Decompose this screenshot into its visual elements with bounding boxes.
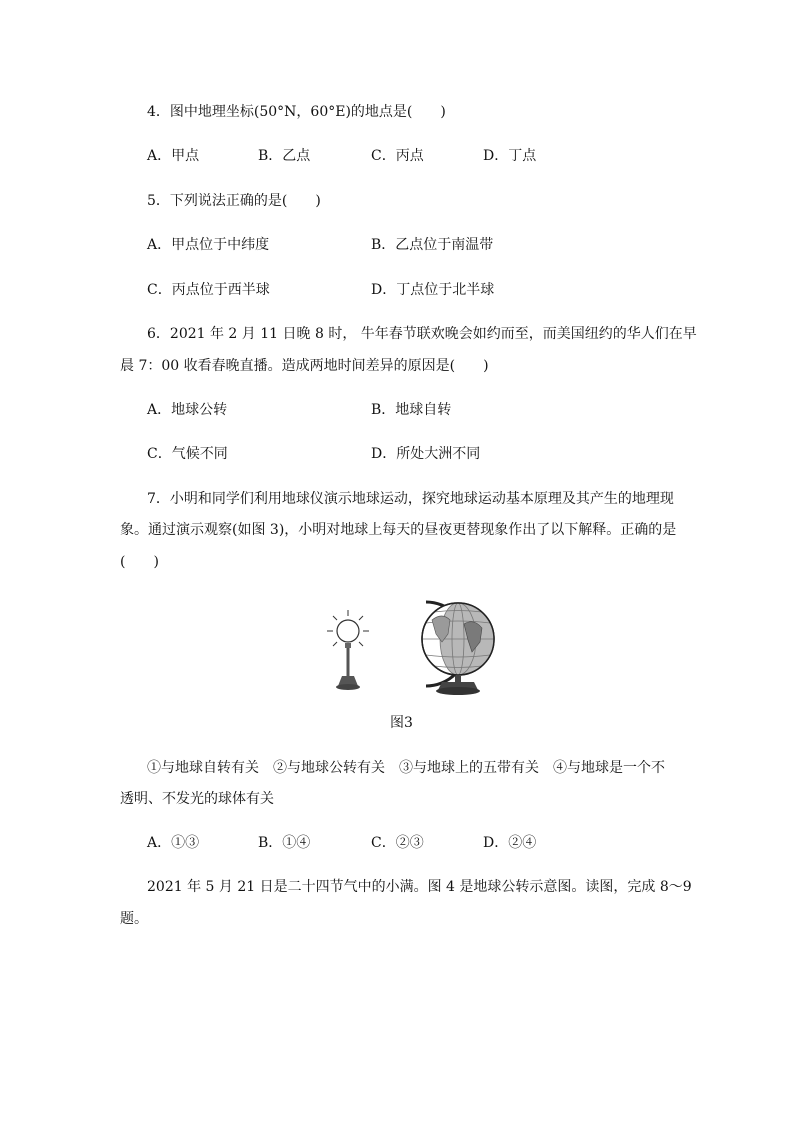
question-6-stem-line-1: 6．2021 年 2 月 11 日晚 8 时， 牛年春节联欢晚会如约而至，而美国纽约的华人们在早 bbox=[147, 326, 697, 342]
question-4-option-d: D．丁点 bbox=[483, 148, 537, 164]
question-7-option-c: C．②③ bbox=[371, 835, 424, 851]
question-7-option-a: A．①③ bbox=[147, 835, 200, 851]
question-6-stem-line-2: 晨 7：00 收看春晚直播。造成两地时间差异的原因是( ) bbox=[120, 358, 489, 374]
question-5-option-c: C．丙点位于西半球 bbox=[147, 282, 270, 298]
intro-line-1: 2021 年 5 月 21 日是二十四节气中的小满。图 4 是地球公转示意图。读图，完成 8～9 bbox=[147, 879, 692, 895]
question-6-option-a: A．地球公转 bbox=[147, 402, 228, 418]
question-5-option-d: D．丁点位于北半球 bbox=[371, 282, 495, 298]
question-4-option-c: C．丙点 bbox=[371, 148, 424, 164]
question-7-stem-line-2: 象。通过演示观察(如图 3)，小明对地球上每天的昼夜更替现象作出了以下解释。正确的是 bbox=[120, 522, 677, 538]
question-7-stem-line-1: 7．小明和同学们利用地球仪演示地球运动，探究地球运动基本原理及其产生的地理现 bbox=[147, 491, 674, 507]
globe-icon bbox=[422, 602, 494, 695]
question-7-option-d: D．②④ bbox=[483, 835, 537, 851]
question-7-option-b: B．①④ bbox=[258, 835, 311, 851]
figure-3-caption: 图3 bbox=[390, 715, 413, 731]
intro-line-2: 题。 bbox=[120, 911, 148, 927]
figure-3-lamp-and-globe bbox=[322, 590, 502, 698]
question-6-option-d: D．所处大洲不同 bbox=[371, 446, 481, 462]
question-4-option-a: A．甲点 bbox=[147, 148, 200, 164]
question-7-statements-line-1: ①与地球自转有关 ②与地球公转有关 ③与地球上的五带有关 ④与地球是一个不 bbox=[147, 760, 665, 776]
question-5-option-a: A．甲点位于中纬度 bbox=[147, 237, 270, 253]
question-4-option-b: B．乙点 bbox=[258, 148, 311, 164]
question-7-statements-line-2: 透明、不发光的球体有关 bbox=[120, 791, 274, 807]
sun-lamp-icon bbox=[327, 610, 369, 690]
question-7-stem-line-3: ( ) bbox=[120, 554, 159, 570]
question-5-stem: 5．下列说法正确的是( ) bbox=[147, 193, 321, 209]
question-6-option-b: B．地球自转 bbox=[371, 402, 452, 418]
question-6-option-c: C．气候不同 bbox=[147, 446, 228, 462]
question-4-stem: 4．图中地理坐标(50°N，60°E)的地点是( ) bbox=[147, 104, 446, 120]
question-5-option-b: B．乙点位于南温带 bbox=[371, 237, 494, 253]
